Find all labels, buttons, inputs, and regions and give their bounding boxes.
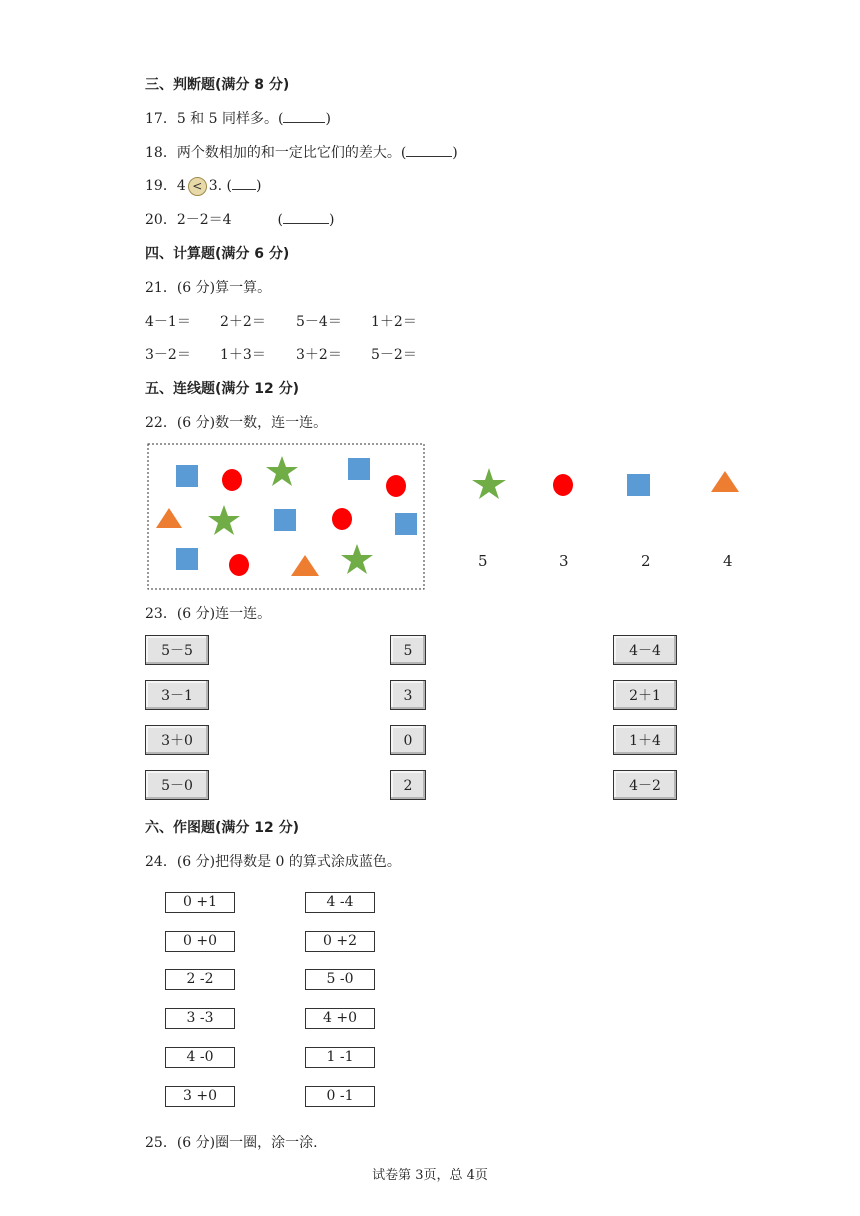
red-circle-icon [386, 475, 406, 497]
orange-triangle-icon [156, 508, 182, 528]
expression-box[interactable]: 3 +0 [165, 1086, 235, 1107]
calc-2-3: 3＋2＝ [296, 347, 342, 363]
count-option[interactable]: 2 [641, 552, 651, 570]
green-star-icon [341, 544, 373, 574]
question-20-close: ) [329, 212, 335, 228]
page-footer: 试卷第 3页，总 4页 [372, 1168, 488, 1183]
calc-2-4: 5－2＝ [371, 347, 417, 363]
calc-2-1: 3－2＝ [145, 347, 191, 363]
expression-box[interactable]: 3 -3 [165, 1008, 235, 1029]
calc-1-4: 1＋2＝ [371, 314, 417, 330]
count-option[interactable]: 3 [559, 552, 569, 570]
green-star-icon [208, 505, 240, 535]
match-right-box[interactable]: 4－4 [613, 635, 677, 665]
blue-square-icon [348, 458, 370, 480]
question-19-post: 3. ( [208, 178, 233, 194]
calc-1-1: 4－1＝ [145, 314, 191, 330]
red-circle-icon [222, 469, 242, 491]
match-left-box[interactable]: 3＋0 [145, 725, 209, 755]
expression-box[interactable]: 5 -0 [305, 969, 375, 990]
question-20-open: ( [277, 212, 284, 228]
calc-1-3: 5－4＝ [296, 314, 342, 330]
question-24: 24．(6 分)把得数是 0 的算式涂成蓝色。 [145, 854, 401, 870]
match-right-box[interactable]: 1＋4 [613, 725, 677, 755]
section-3-heading: 三、判断题(满分 8 分) [145, 77, 290, 93]
calc-2-2: 1＋3＝ [220, 347, 266, 363]
match-right-box[interactable]: 4－2 [613, 770, 677, 800]
question-17-close: ) [325, 111, 331, 127]
question-21: 21．(6 分)算一算。 [145, 280, 272, 296]
blue-square-icon [395, 513, 417, 535]
question-19-close: ) [256, 178, 262, 194]
count-option[interactable]: 4 [723, 552, 733, 570]
match-left-box[interactable]: 3－1 [145, 680, 209, 710]
expression-box[interactable]: 0 -1 [305, 1086, 375, 1107]
expression-box[interactable]: 4 -0 [165, 1047, 235, 1068]
green-star-icon [266, 456, 298, 486]
red-circle-icon [229, 554, 249, 576]
green-star-icon [472, 468, 506, 499]
match-middle-box[interactable]: 3 [390, 680, 426, 710]
question-19-pre: 19．4 [145, 178, 186, 194]
blue-square-icon [176, 548, 198, 570]
blue-square-icon [627, 474, 650, 496]
expression-box[interactable]: 4 -4 [305, 892, 375, 913]
expression-box[interactable]: 4 +0 [305, 1008, 375, 1029]
section-6-heading: 六、作图题(满分 12 分) [145, 820, 300, 836]
less-than-symbol-icon: < [188, 177, 207, 196]
section-5-heading: 五、连线题(满分 12 分) [145, 381, 300, 397]
expression-box[interactable]: 1 -1 [305, 1047, 375, 1068]
red-circle-icon [553, 474, 573, 496]
red-circle-icon [332, 508, 352, 530]
question-22: 22．(6 分)数一数，连一连。 [145, 415, 328, 431]
question-20-text: 20．2－2＝4 [145, 212, 232, 228]
question-18-close: ) [452, 145, 458, 161]
match-middle-box[interactable]: 5 [390, 635, 426, 665]
match-left-box[interactable]: 5－0 [145, 770, 209, 800]
match-middle-box[interactable]: 2 [390, 770, 426, 800]
match-left-box[interactable]: 5－5 [145, 635, 209, 665]
shapes-figure [0, 0, 860, 600]
orange-triangle-icon [291, 555, 319, 576]
expression-box[interactable]: 0 +1 [165, 892, 235, 913]
expression-box[interactable]: 0 +0 [165, 931, 235, 952]
question-17-text: 17．5 和 5 同样多。( [145, 111, 284, 127]
count-option[interactable]: 5 [478, 552, 488, 570]
question-25: 25．(6 分)圈一圈，涂一涂. [145, 1135, 318, 1151]
calc-1-2: 2＋2＝ [220, 314, 266, 330]
blue-square-icon [176, 465, 198, 487]
expression-box[interactable]: 2 -2 [165, 969, 235, 990]
match-right-box[interactable]: 2＋1 [613, 680, 677, 710]
question-18-text: 18．两个数相加的和一定比它们的差大。( [145, 145, 407, 161]
orange-triangle-icon [711, 471, 739, 492]
section-4-heading: 四、计算题(满分 6 分) [145, 246, 290, 262]
question-23: 23．(6 分)连一连。 [145, 606, 272, 622]
match-middle-box[interactable]: 0 [390, 725, 426, 755]
blue-square-icon [274, 509, 296, 531]
expression-box[interactable]: 0 +2 [305, 931, 375, 952]
